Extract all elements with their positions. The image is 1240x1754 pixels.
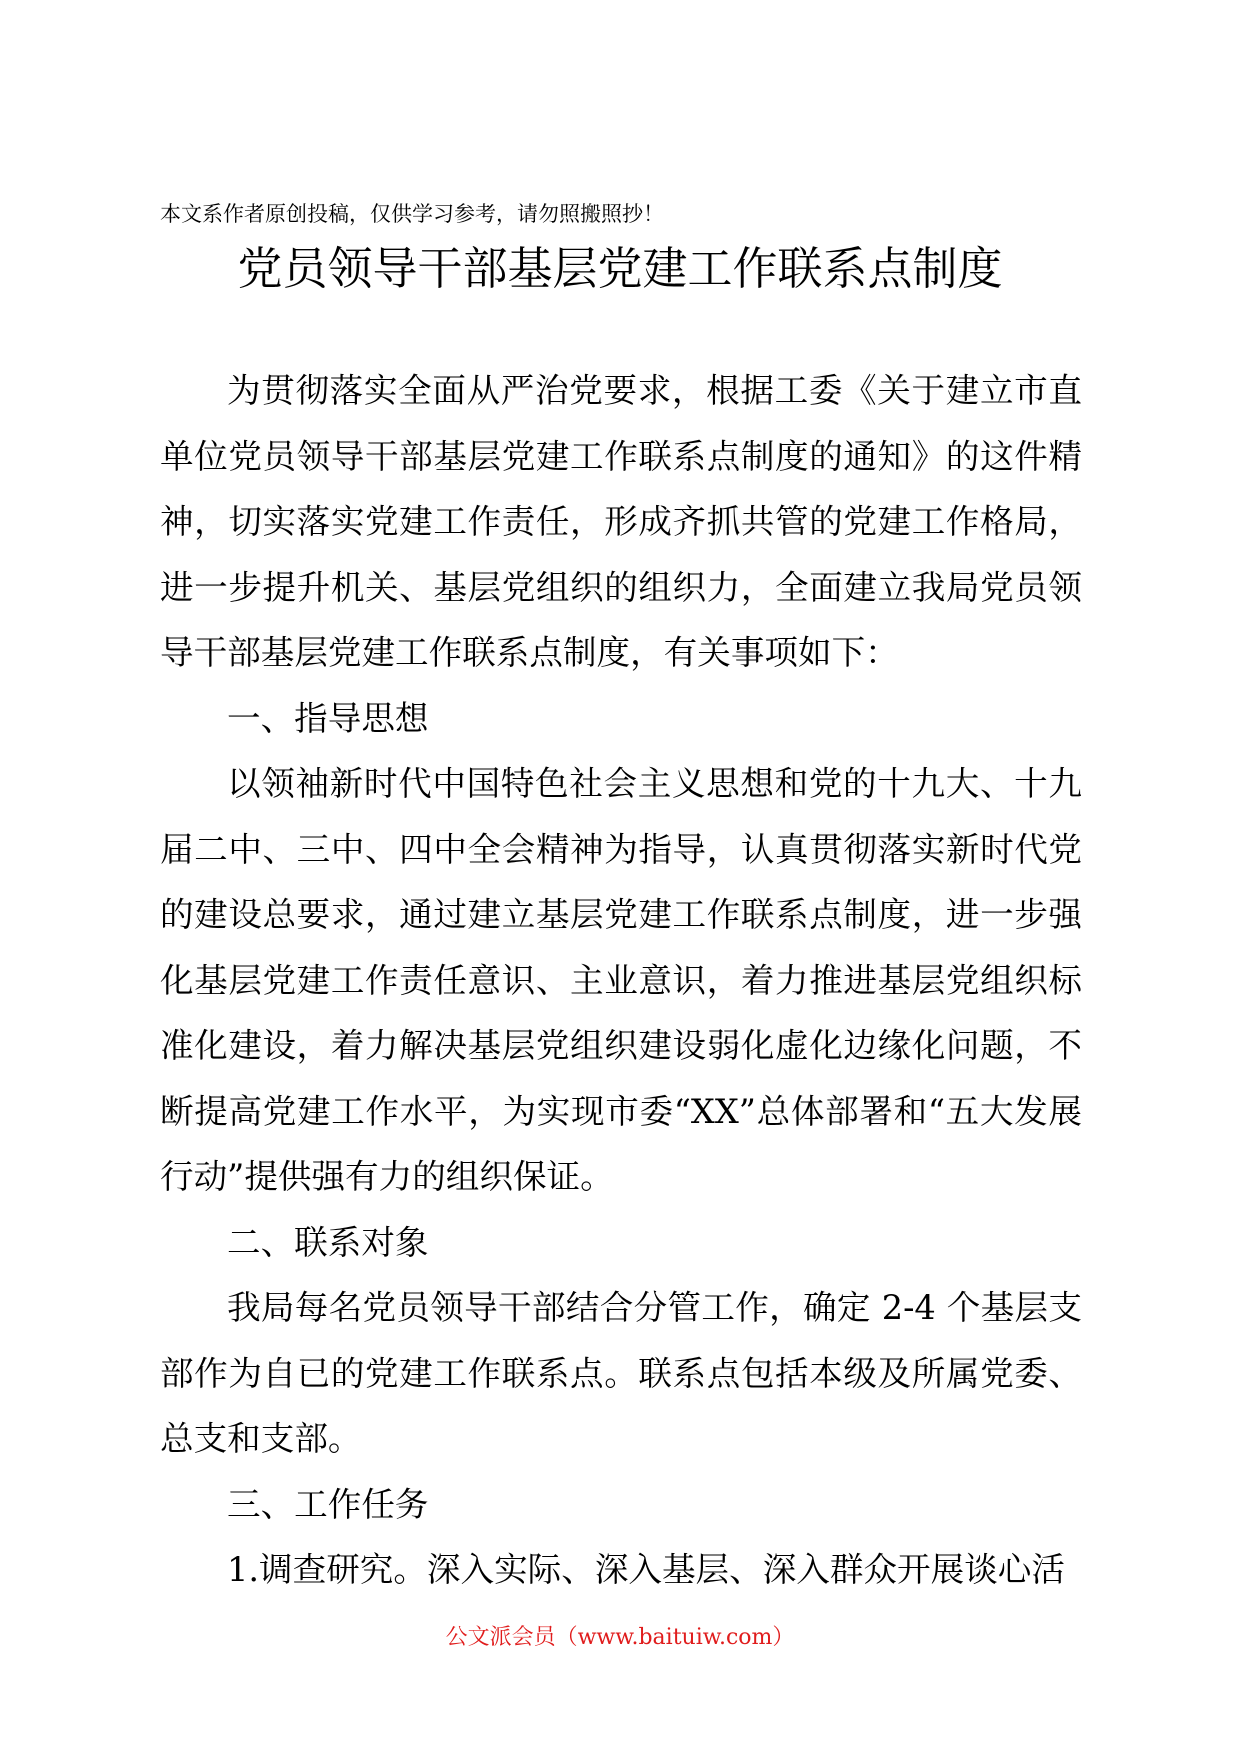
footer-watermark: 公文派会员（www.baituiw.com） xyxy=(445,1625,795,1650)
work-task-item-1: 1.调查研究。深入实际、深入基层、深入群众开展谈心活 xyxy=(227,1550,1065,1589)
section-heading-work-tasks: 三、工作任务 xyxy=(227,1484,429,1524)
copyright-notice: 本文系作者原创投稿，仅供学习参考，请勿照搬照抄！ xyxy=(160,202,664,226)
section-heading-guiding-ideology: 一、指导思想 xyxy=(227,698,429,738)
contact-objects-paragraph: 我局每名党员领导干部结合分管工作，确定 2-4 个基层支部作为自已的党建工作联系点。联系点包括本级及所属党委、总支和支部。 xyxy=(160,1288,1082,1458)
document-body xyxy=(160,358,1082,1603)
guiding-ideology-paragraph: 以领袖新时代中国特色社会主义思想和党的十九大、十九届二中、三中、四中全会精神为指导，认真贯彻落实新时代党的建设总要求，通过建立基层党建工作联系点制度，进一步强化基层党建工作责任意识、主业意识，着力推进基层党组织标准化建设，着力解决基层党组织建设弱化虚化边缘化问题，不断提高党建工作水平，为实现市委“XX”总体部署和“五大发展行动”提供强有力的组织保证。 xyxy=(160,764,1082,1196)
intro-paragraph: 为贯彻落实全面从严治党要求，根据工委《关于建立市直单位党员领导干部基层党建工作联系点制度的通知》的这件精神，切实落实党建工作责任，形成齐抓共管的党建工作格局，进一步提升机关、基层党组织的组织力，全面建立我局党员领导干部基层党建工作联系点制度，有关事项如下： xyxy=(160,371,1082,672)
document-title: 党员领导干部基层党建工作联系点制度 xyxy=(237,242,1003,295)
section-heading-contact-objects: 二、联系对象 xyxy=(227,1222,429,1262)
